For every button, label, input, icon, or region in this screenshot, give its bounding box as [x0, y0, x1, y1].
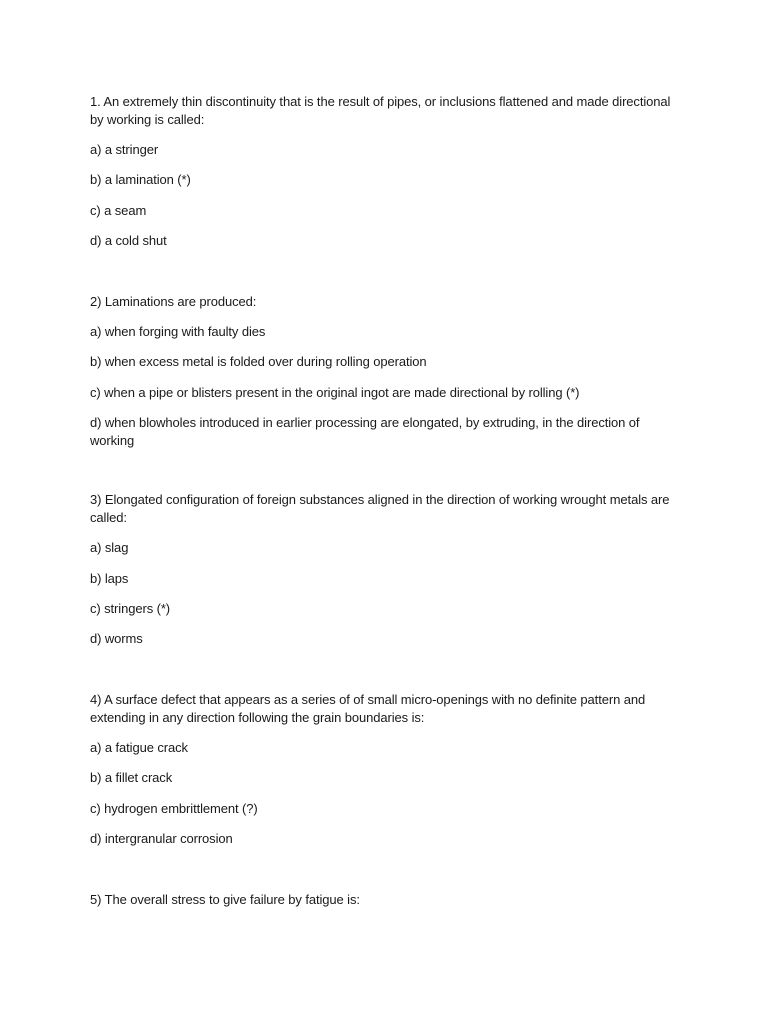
question-3-stem: 3) Elongated configuration of foreign substances aligned in the direction of working wrought metals are called:	[90, 492, 670, 525]
question-1-option-b: b) a lamination (*)	[90, 172, 191, 187]
question-2-stem: 2) Laminations are produced:	[90, 294, 257, 309]
question-2-option-d: d) when blowholes introduced in earlier processing are elongated, by extruding, in the direction of working	[90, 415, 640, 448]
question-1-option-a: a) a stringer	[90, 142, 159, 157]
question-3-option-d: d) worms	[90, 631, 143, 646]
question-4-option-b: b) a fillet crack	[90, 770, 173, 785]
question-3-option-a: a) slag	[90, 540, 129, 555]
question-2-option-a: a) when forging with faulty dies	[90, 324, 266, 339]
question-5-stem: 5) The overall stress to give failure by fatigue is:	[90, 892, 360, 907]
question-3-option-b: b) laps	[90, 571, 129, 586]
question-2-option-b: b) when excess metal is folded over during rolling operation	[90, 354, 427, 369]
question-1-option-c: c) a seam	[90, 203, 147, 218]
question-4-option-d: d) intergranular corrosion	[90, 831, 233, 846]
question-1-stem: 1. An extremely thin discontinuity that is the result of pipes, or inclusions flattened and made directional by working is called:	[90, 94, 671, 127]
question-4-stem: 4) A surface defect that appears as a series of of small micro-openings with no definite pattern and extending in any direction following the grain boundaries is:	[90, 692, 646, 725]
question-2-option-c: c) when a pipe or blisters present in the original ingot are made directional by rolling (*)	[90, 385, 580, 400]
question-3-option-c: c) stringers (*)	[90, 601, 171, 616]
question-4-option-a: a) a fatigue crack	[90, 740, 188, 755]
question-1-option-d: d) a cold shut	[90, 233, 167, 248]
question-4-option-c: c) hydrogen embrittlement (?)	[90, 801, 258, 816]
